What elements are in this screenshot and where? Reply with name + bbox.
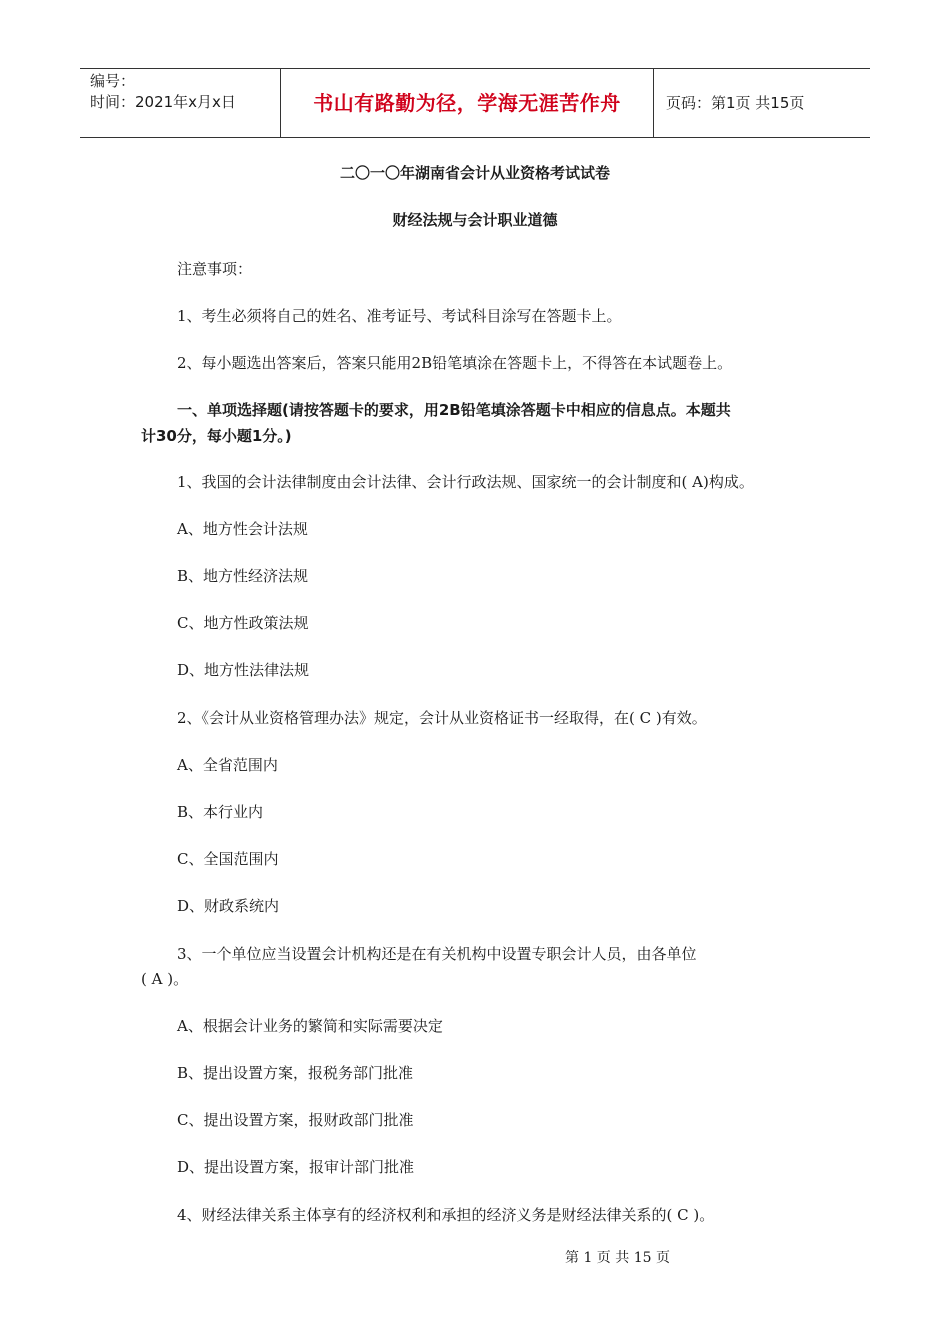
option: A、根据会计业务的繁简和实际需要决定: [177, 1017, 443, 1035]
option: A、全省范围内: [177, 756, 278, 774]
motto: 书山有路勤为径，学海无涯苦作舟: [313, 91, 621, 115]
option: B、本行业内: [177, 803, 264, 821]
header-page-cell: [654, 69, 870, 137]
option: C、提出设置方案，报财政部门批准: [177, 1111, 414, 1129]
option: D、财政系统内: [177, 897, 280, 915]
option: B、提出设置方案，报税务部门批准: [177, 1064, 414, 1082]
option: A、地方性会计法规: [177, 520, 308, 538]
page-footer: 第 1 页 共 15 页: [565, 1250, 670, 1266]
question-stem: 4、财经法律关系主体享有的经济权利和承担的经济义务是财经法律关系的( C )。: [177, 1206, 715, 1224]
question-stem: 3、一个单位应当设置会计机构还是在有关机构中设置专职会计人员，由各单位: [177, 945, 697, 963]
header-motto-cell: [281, 69, 654, 137]
option: D、地方性法律法规: [177, 661, 310, 679]
page-label: 页码：第1页 共15页: [666, 94, 805, 112]
notice-heading: 注意事项：: [177, 260, 253, 278]
question-stem: 1、我国的会计法律制度由会计法律、会计行政法规、国家统一的会计制度和( A)构成。: [177, 473, 754, 491]
header-meta-cell: [80, 69, 281, 137]
number-label: 编号：: [90, 72, 136, 90]
time-label: 时间：2021年x月x日: [90, 93, 236, 111]
notice-item: 2、每小题选出答案后，答案只能用2B铅笔填涂在答题卡上，不得答在本试题卷上。: [177, 354, 733, 372]
document-title: 二〇一〇年湖南省会计从业资格考试试卷: [339, 164, 610, 182]
notice-item: 1、考生必须将自己的姓名、准考证号、考试科目涂写在答题卡上。: [177, 307, 622, 325]
document-subtitle: 财经法规与会计职业道德: [392, 211, 558, 229]
question-stem: 2、《会计从业资格管理办法》规定，会计从业资格证书一经取得，在( C )有效。: [177, 709, 707, 727]
option: C、全国范围内: [177, 850, 279, 868]
section-heading-cont: 计30分，每小题1分。): [141, 427, 292, 445]
option: C、地方性政策法规: [177, 614, 309, 632]
page-header: [80, 68, 870, 138]
option: D、提出设置方案，报审计部门批准: [177, 1158, 415, 1176]
section-heading: 一、单项选择题(请按答题卡的要求，用2B铅笔填涂答题卡中相应的信息点。本题共: [177, 401, 731, 419]
question-stem-cont: ( A )。: [141, 970, 189, 988]
option: B、地方性经济法规: [177, 567, 309, 585]
